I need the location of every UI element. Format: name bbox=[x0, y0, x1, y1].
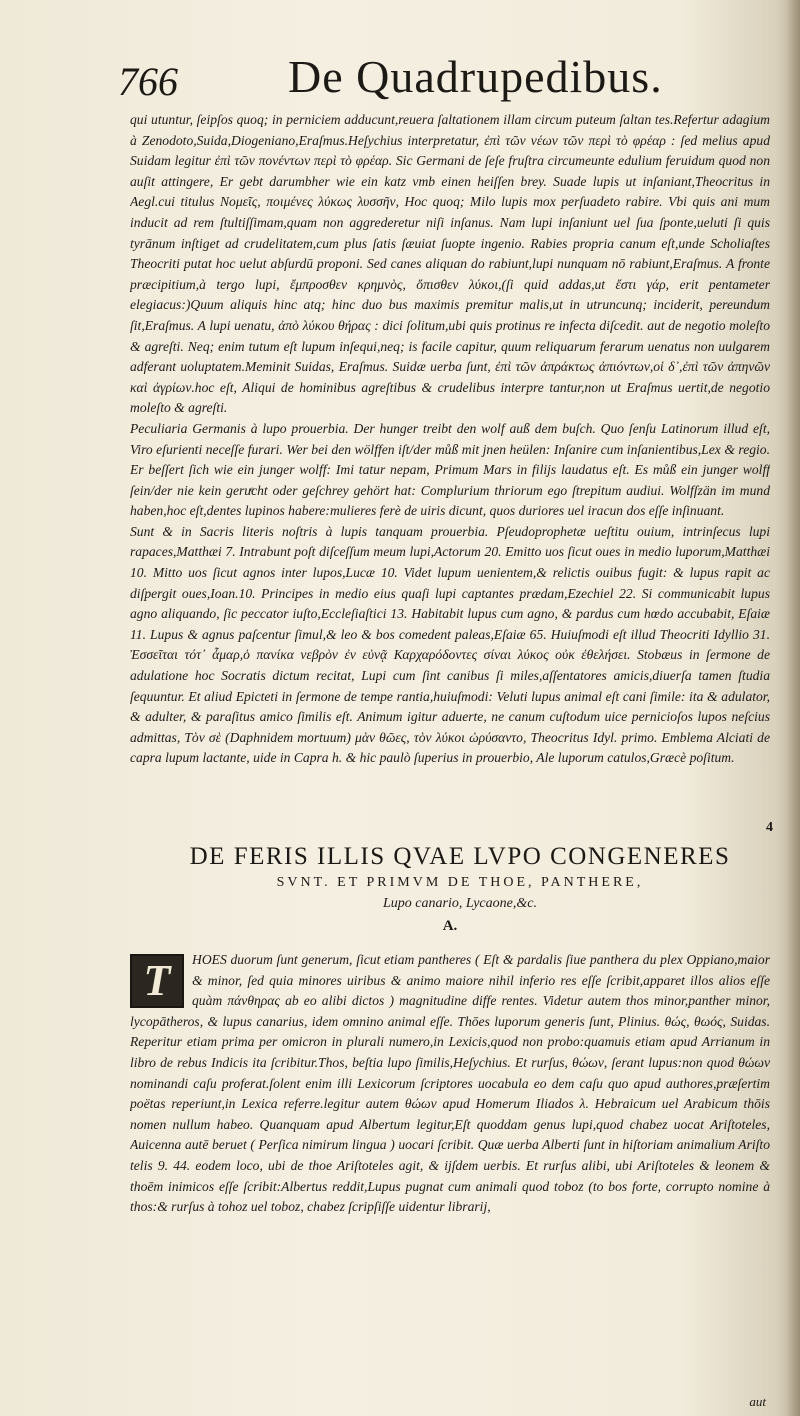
section-title-line-1: DE FERIS ILLIS QVAE LVPO CONGENERES bbox=[189, 843, 731, 870]
thoes-text-block bbox=[130, 950, 770, 1390]
page-edge-shadow bbox=[786, 0, 800, 1416]
paragraph-german-proverbs: Peculiaria Germanis à lupo prouerbia. Der hunger treibt den wolf auß dem buſch. Quo ſenſu Latinorum illud eſt, Viro eſurienti neceſſe furari. Wer bei den wölffen iſt/der můß mit jnen heülen: Inſanire cum inſanientibus,Lex & regio. Er beſſert ſich wie ein junger wolff: Imi tatur nepam, Primum Mars in filijs laudatus eſt. Es můß ein junger wolff ſein/der nie kein geruͤcht oder geſchrey gehört hat: Complurium thriorum ego ſtrepitum audiui. Wolfſzän im mund haben,hoc eſt,dentes lupinos habere:mulieres ferè de uiris dicunt, quos duriores uel iracun dos eſſe inſinuant. bbox=[130, 420, 770, 519]
paragraph-adages: qui utuntur, ſeipſos quoq; in perniciem adducunt,reuera ſaltationem illam circum puteum ſaltan tes.Refertur adagium à Zenodoto,Suida,Diogeniano,Eraſmus.Heſychius interpretatur, ἐπὶ τῶν νέων τῶν περὶ τὸ φρέαρ : ſed melius apud Suidam legitur ἐπὶ τῶν πονέντων περὶ τὸ φρέαρ. Sic Germani de ſeſe fruſtra circumeunte edulium feruidum quod non auſit attingere, Er gebt darumbher wie ein katz vmb einen heiſſen brey. Suade lupis ut inſaniant,Theocritus in Aegl.cui titulus Νομεῖς, ποιμένες λύκως λυσσῆν, Hoc quoq; Milo lupis mox perſuadeto rabire. Vbi quis ani mum inducit ad rem ſtultiſſimam,quam non aggrederetur niſi inſanus. Nam lupi inſaniunt uel ſua ſponte,ueluti ſi quis tyrānum inſtiget ad crudelitatem,cum plus ſatis ſæuiat ſuopte ingenio. Rabies propria canum eſt,unde Scholiaſtes Theocriti putat hoc uelut abſurdū proponi. Sed canes aliquan do rabiunt,lupi nunquam nō rabiunt,Eraſmus. A fronte præcipitium,à tergo lupi, ἔμπροσθεν κρημνὸς, ὄπισθεν λύκοι,(ſi quid addas,ut ἔστι γάρ, erit pentameter elegiacus:)Quum aliquis hinc atq; hinc duo bus maximis premitur malis,ut in utruncunq; inciderit, pereundum ſit,Eraſmus. A lupi uenatu, ἀπὸ λύκου θήρας : dici ſolitum,ubi quis protinus re infecta diſcedit. aut de negotio moleſto & agreſti. Neq; enim tutum eſt lupum inſequi,neq; is facile capitur, quum reliquarum ferarum uenatus non uulgarem adferant uoluptatem.Meminit Suidas, Eraſmus. Suidæ uerba ſunt, ἐπὶ τῶν ἀπράκτως ἀπιόντων,οἱ δ᾽,ἐπὶ τῶν ἀπηνῶν καὶ ἀγρίων.hoc eſt, Aliqui de hominibus agreſtibus & crudelibus interpre tantur,non ut Eraſmus uertit,de negotio moleſto & agreſti. bbox=[130, 112, 770, 416]
thoes-paragraph: HOES duorum ſunt generum, ſicut etiam pantheres ( Eſt & pardalis ſiue panthera du plex Oppiano,maior & minor, ſed quia minores uiribus & animo maiore nihil inferio res eſſe ſcribit,apparet illos alios eſſe quàm πάνθηρας ab eo alibi dictos ) magnitudine diffe rentes. Videtur autem thos minor,panther minor, lycopātheros, & lupus canarius, idem omnino animal eſſe. Thōes luporum generis ſunt, Plinius. θώς, θωός, Suidas. Reperitur etiam prima per omicron in plurali numero,in Lexicis,quod non probo:quamuis etiam apud Arrianum in libro de rebus Indicis ita ſcribitur.Thos, beſtia lupo ſimilis,Heſychius. Et rurſus, θώων, ſerant lupus:non quod θώων nominandi caſu proferat.ſolent enim illi Lexicorum ſcriptores uocabula eo dem caſu quo apud authores,præſertim poëtas reperiunt,in Lexica referre.legitur autem θώων apud Homerum Iliados λ. Hebraicum uel Arabicum thōis nomen nullum habeo. Quanquam apud Albertum legitur,Eſt quoddam genus lupi,quod chabez uocat Ariſtoteles, Auicenna autē beruet ( Perſica nimirum lingua ) uocari ſcribit. Quæ uerba Alberti ſunt in hiſtoriam animalium Ariſto telis 9. 44. eodem loco, ubi de thoe Ariſtoteles agit, & ijſdem uerbis. Et rurſus alibi, ubi Ariſtoteles & leonem & thoēm inimicos eſſe ſcribit:Albertus reddit,Lupus pugnat cum animali quod toboz (to bos forte, corrupto nomine à thos:& rurſus à tohoz uel toboz, chabez ſcripſiſſe uidentur librarij, bbox=[130, 952, 770, 1215]
section-heading bbox=[150, 842, 770, 914]
page-header bbox=[118, 48, 768, 110]
decorated-initial: T bbox=[130, 954, 184, 1008]
section-letter: A. bbox=[442, 918, 458, 934]
section-title-line-3: Lupo canario, Lycaone,&c. bbox=[383, 896, 537, 911]
main-text-block bbox=[130, 110, 770, 830]
page-number: 766 bbox=[118, 59, 178, 104]
catchword: aut bbox=[749, 1394, 766, 1409]
section-mark: 4 bbox=[766, 820, 773, 835]
paragraph-sacred-literature: Sunt & in Sacris literis noſtris à lupis tanquam prouerbia. Pſeudoprophetæ ueſtitu ouium, intrinſecus lupi rapaces,Matthæi 7. Intrabunt poſt diſceſſum meum lupi,Actorum 20. Emitto uos ſicut oues in medio luporum,Matthæi 10. Mitto uos ſicut agnos inter lupos,Lucæ 10. Videt lupum uenientem,& relictis ouibus fugit: & lupus rapit ac diſpergit oues,Ioan.10. Principes in medio eius quaſi lupi captantes prædam,Ezechiel 22. Si communicabit lupus agno aliquando, ſic peccator iuſto,Eccleſiaſtici 13. Habitabit lupus cum agno, & pardus cum hœdo accubabit, Eſaiæ 11. Lupus & agnus paſcentur ſimul,& leo & bos comedent paleas,Eſaiæ 65. Huiuſmodi eſt illud Theocriti Idyllio 31. Ἐσσεῖται τότ᾽ ἆμαρ,ὁ πανίκα νεβρὸν ἐν εὐνᾷ Καρχαρόδοντες σίναι λύκος οὐκ ἐθελήσει. Stobæus in ſermone de adulatione hoc Socratis dictum recitat, Lupi cum ſint canibus ſi miles,aſſentatores amicis,diuerſa tamen ſtudia ſequuntur. Et aliud Epicteti in ſermone de tempe rantia,huiuſmodi: Veluti lupus animal eſt cani ſimile: ita & adulator, & adulter, & paraſitus amico ſimilis eſt. Animum igitur aduerte, ne canum cuſtodum uice pernicioſos lupos neſcius admittas, Τὸν σὲ (Daphnidem mortuum) μὰν θῶες, τὸν λύκοι ὠρύσαντο, Theocritus Idyl. primo. Emblema Alciati de capra lupum lactante, uide in Capra h. & hic paulò ſuperius in prouerbio, Ale luporum catulos,Græcè poſitum. bbox=[130, 523, 770, 766]
running-title: De Quadrupedibus. bbox=[288, 51, 663, 102]
section-title-line-2: SVNT. ET PRIMVM DE THOE, PANTHERE, bbox=[276, 875, 644, 890]
